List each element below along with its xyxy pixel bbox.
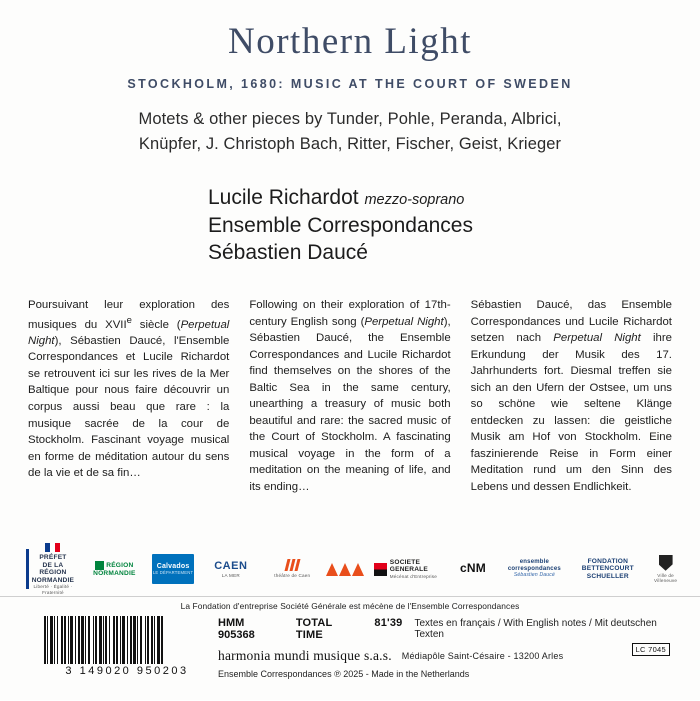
total-time-label: TOTAL TIME xyxy=(295,617,333,641)
barcode-digits: 3 149020 950203 xyxy=(65,665,189,677)
logo-region-line2: NORMANDIE xyxy=(93,569,136,577)
note-de-part2: ihre Erkundung der Musik des 17. Jahrhunderts fort. Diesmal treffen sie sich an den Ufern der Ostsee, um uns so schöne wie seltene Klänge entdecken zu lassen: die geistliche Musik am Hof von Stockholm. Eine faszinierende Reise in Form einer Meditation rund um den Sinn des Lebens und dessen Endlichkeit. xyxy=(470,332,672,493)
note-french xyxy=(28,297,229,495)
french-flag-icon xyxy=(45,543,60,552)
region-square-icon xyxy=(95,561,104,570)
release-info xyxy=(218,617,688,679)
logo-cnm-line1: cNM xyxy=(459,561,486,576)
logo-calvados-line1: Calvados xyxy=(156,562,190,570)
note-fr-part1: Poursuivant leur exploration des musiques du XVII xyxy=(28,299,230,331)
logo-societe-generale xyxy=(374,549,446,589)
logo-caen-line1: CAEN xyxy=(214,560,248,573)
foundation-credit: La Fondation d'entreprise Société Générale est mécène de l'Ensemble Correspondances xyxy=(180,601,520,611)
soloist-name: Lucile Richardot xyxy=(208,185,359,209)
catalogue-number: HMM 905368 xyxy=(218,617,255,641)
sponsor-logos xyxy=(26,548,684,595)
logo-prefet-sub: Liberté · Égalité · Fraternité xyxy=(33,584,73,595)
languages-note: Textes en français / With English notes / Mit deutschen Texten xyxy=(414,618,657,640)
logo-prefet-normandie xyxy=(26,549,77,595)
logo-sg-line1: SOCIETE GENERALE xyxy=(389,558,429,574)
note-de-part1: Sébastien Daucé, das Ensemble Correspondances und Lucile Richardot setzen nach xyxy=(470,299,672,345)
total-time-value: 81'39 xyxy=(374,617,403,629)
note-de-italic: Perpetual Night xyxy=(553,332,641,345)
performer-director: Sébastien Daucé xyxy=(208,241,368,265)
album-subtitle: STOCKHOLM, 1680: MUSIC AT THE COURT OF SWEDEN xyxy=(127,76,573,91)
logo-ec-line2: correspondances xyxy=(507,566,561,573)
logo-ec-line1: ensemble xyxy=(519,559,550,566)
copyright-line: Ensemble Correspondances ℗ 2025 - Made in the Netherlands xyxy=(218,669,470,679)
note-en-part2: ), Sébastien Daucé, the Ensemble Correspondances and Lucile Richardot find themselves on the shores of the Baltic Sea in the same century, unearthing a treasury of music both beautiful and rare: the sacred music of the Court of Stockholm. A fascinating musical voyage in the form of a meditation on the meaning of life, and its ending… xyxy=(249,315,451,493)
note-fr-part3: ), Sébastien Daucé, l'Ensemble Correspondances et Lucile Richardot se retrouvent ici sur les rives de la Mer Baltique pour nous faire découvrir un corpus aussi beau que rare : la musique sacrée de la cour de Stockholm. Fascinant voyage musical en forme de méditation autour du sens de la vie et de sa fin… xyxy=(28,334,230,480)
header xyxy=(0,0,700,158)
logo-region-line1: RÉGION xyxy=(106,561,134,569)
performer-soloist xyxy=(208,184,700,212)
note-en-part1: Following on their exploration of 17th-century English song ( xyxy=(249,299,451,328)
label-address: Médiapôle Saint-Césaire - 13200 Arles xyxy=(401,651,564,661)
logo-prefet-line2: DE LA RÉGION xyxy=(39,561,67,577)
logo-theatre-de-caen xyxy=(267,549,317,589)
note-fr-sup: e xyxy=(126,314,132,326)
note-fr-part2: siècle ( xyxy=(131,318,181,331)
logo-ec-signature: Sébastien Daucé xyxy=(513,572,555,579)
logo-calvados xyxy=(152,554,194,584)
logo-caen-la-mer xyxy=(203,549,258,589)
logo-sg-sub: Mécénat d'Entreprise xyxy=(389,573,438,579)
logo-prefet-line1: PRÉFET xyxy=(39,554,67,562)
logo-fbs-line1: FONDATION xyxy=(587,557,629,565)
societe-generale-mark-icon xyxy=(374,563,387,576)
performer-ensemble: Ensemble Correspondances xyxy=(208,213,473,237)
logo-cnm xyxy=(455,549,492,589)
logo-ville-line1: Ville de xyxy=(657,572,674,578)
chevron-icon xyxy=(326,563,364,576)
logo-caen-line2: LA MER xyxy=(221,572,240,578)
note-german xyxy=(471,297,672,495)
lc-code-badge: LC 7045 xyxy=(632,643,670,656)
logo-ville-line2: Villeneuve xyxy=(654,578,678,583)
composers-line-2: Knüpfer, J. Christoph Bach, Ritter, Fischer, Geist, Krieger xyxy=(138,135,562,154)
barcode-bars xyxy=(44,616,210,664)
barcode xyxy=(44,616,210,677)
page-title: Northern Light xyxy=(228,21,472,62)
logo-prefet-line3: NORMANDIE xyxy=(31,576,75,584)
crest-icon xyxy=(659,555,673,571)
footer xyxy=(0,596,700,701)
liner-notes xyxy=(28,297,672,495)
logo-theatre-line1: théâtre de Caen xyxy=(274,573,311,579)
theatre-bars-icon xyxy=(286,559,299,571)
logo-ensemble-correspondances xyxy=(500,549,568,589)
note-fr-italic: Perpetual Night xyxy=(28,318,230,347)
composers-line-1: Motets & other pieces by Tunder, Pohle, Peranda, Albrici, xyxy=(138,109,562,128)
logo-fbs-line2: BETTENCOURT xyxy=(581,565,634,573)
logo-ville xyxy=(647,549,684,589)
logo-fbs-line3: SCHUELLER xyxy=(586,572,629,580)
label-name: harmonia mundi musique s.a.s. xyxy=(218,648,392,663)
logo-fondation-bettencourt-schueller xyxy=(577,549,638,589)
logo-chevrons xyxy=(326,549,365,589)
note-english xyxy=(249,297,450,495)
logo-calvados-sub: LE DÉPARTEMENT xyxy=(152,569,194,575)
performers-block xyxy=(0,184,700,267)
logo-region-normandie xyxy=(86,549,143,589)
soloist-role: mezzo-soprano xyxy=(364,191,465,208)
note-en-italic: Perpetual Night xyxy=(364,315,444,328)
